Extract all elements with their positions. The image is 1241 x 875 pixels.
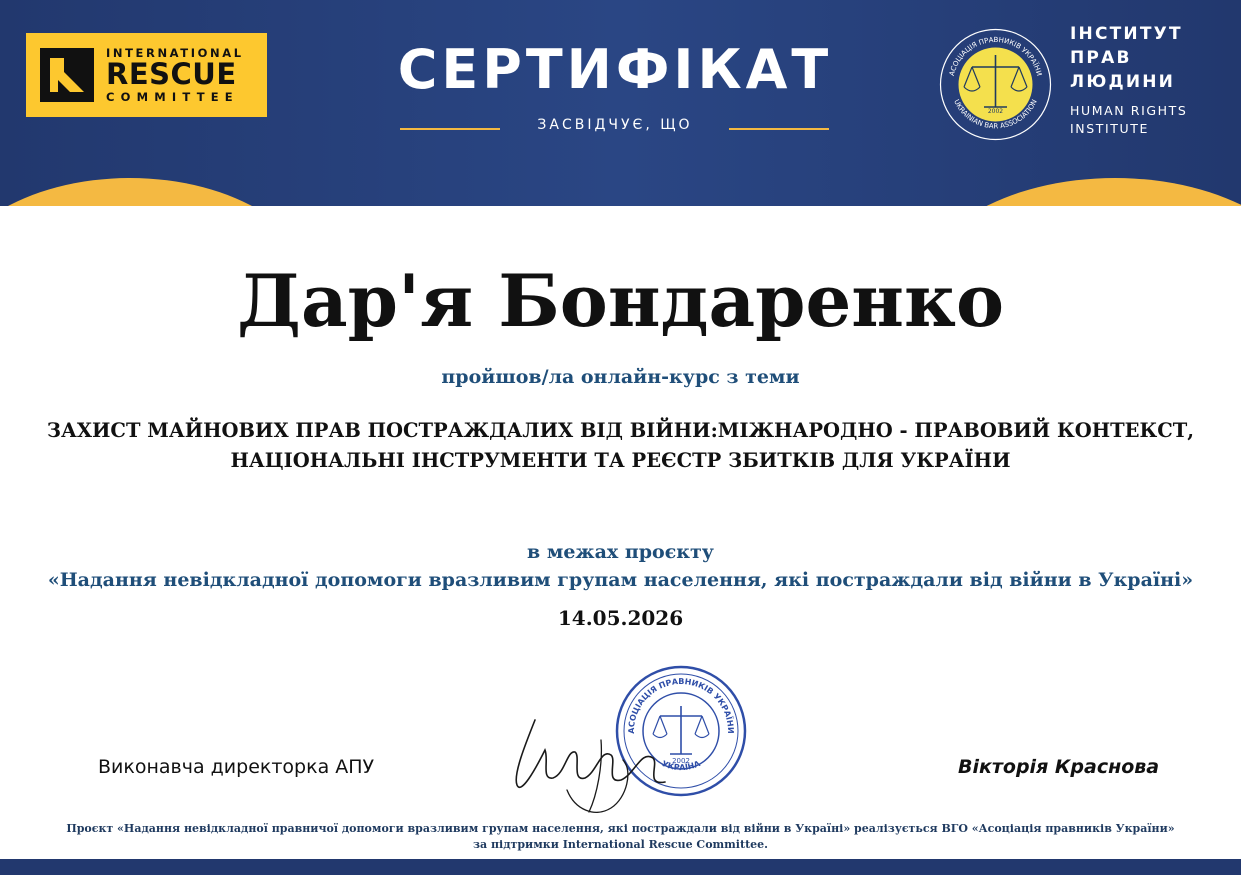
gold-wave-left: [0, 178, 320, 206]
stamp-ring-text: АСОЦІАЦІЯ ПРАВНИКІВ УКРАЇНИ: [626, 676, 736, 734]
irc-logo: [26, 33, 267, 117]
irc-arrow-icon: [40, 48, 94, 102]
abu-seal-year: 2002: [987, 108, 1004, 115]
within-project-text: в межах проєкту: [527, 541, 714, 563]
signatory-role: Виконавча директорка АПУ: [98, 756, 375, 778]
certificate-title: СЕРТИФІКАТ: [397, 38, 833, 101]
certificate-date: 14.05.2026: [557, 606, 684, 630]
abu-seal-ring-text-en: UKRAINIAN BAR ASSOCIATION: [952, 98, 1039, 131]
course-title-line1: ЗАХИСТ МАЙНОВИХ ПРАВ ПОСТРАЖДАЛИХ ВІД ВІЙНИ:МІЖНАРОДНО - ПРАВОВИЙ КОНТЕКСТ,: [46, 419, 1195, 442]
project-name: «Надання невідкладної допомоги вразливим групам населення, які постраждали від війни в Україні»: [47, 569, 1194, 591]
hri-name-en-line1: HUMAN RIGHTS: [1070, 103, 1188, 118]
certificate-header: [0, 0, 1241, 206]
completed-course-text: пройшов/ла онлайн-курс з теми: [441, 366, 800, 388]
gold-wave-right: [915, 178, 1241, 206]
irc-logo-line2: RESCUE: [106, 57, 237, 91]
handwritten-signature-icon: [505, 700, 680, 825]
certificate-subtitle: ЗАСВІДЧУЄ, ЩО: [537, 117, 693, 133]
abu-seal-ring-text: АСОЦІАЦІЯ ПРАВНИКІВ УКРАЇНИ: [947, 35, 1044, 77]
hri-name-line2: ПРАВ: [1070, 48, 1132, 68]
course-title-line2: НАЦІОНАЛЬНІ ІНСТРУМЕНТИ ТА РЕЄСТР ЗБИТКІВ ДЛЯ УКРАЇНИ: [230, 449, 1011, 472]
hri-name-line3: ЛЮДИНИ: [1070, 72, 1176, 92]
stamp-year: 2002: [672, 757, 690, 765]
ukrainian-bar-association-seal-icon: [938, 27, 1053, 142]
stamp-bottom-text: УКРАЇНА: [660, 759, 702, 773]
bottom-bar: [0, 859, 1241, 875]
recipient-name: Дар'я Бондаренко: [236, 258, 1005, 343]
footer-note-line2: за підтримки International Rescue Committee.: [473, 838, 768, 851]
gold-divider-right: [729, 128, 829, 130]
hri-name-line1: ІНСТИТУТ: [1070, 24, 1183, 44]
irc-logo-line1: INTERNATIONAL: [106, 46, 244, 60]
hri-name-en-line2: INSTITUTE: [1070, 121, 1150, 136]
footer-note-line1: Проєкт «Надання невідкладної правничої допомоги вразливим групам населення, які постраждали від війни в Україні» реалізується ВГО «Асоціація правників України»: [66, 822, 1175, 835]
signatory-name: Вікторія Краснова: [958, 756, 1160, 778]
irc-logo-line3: COMMITTEE: [106, 90, 239, 104]
